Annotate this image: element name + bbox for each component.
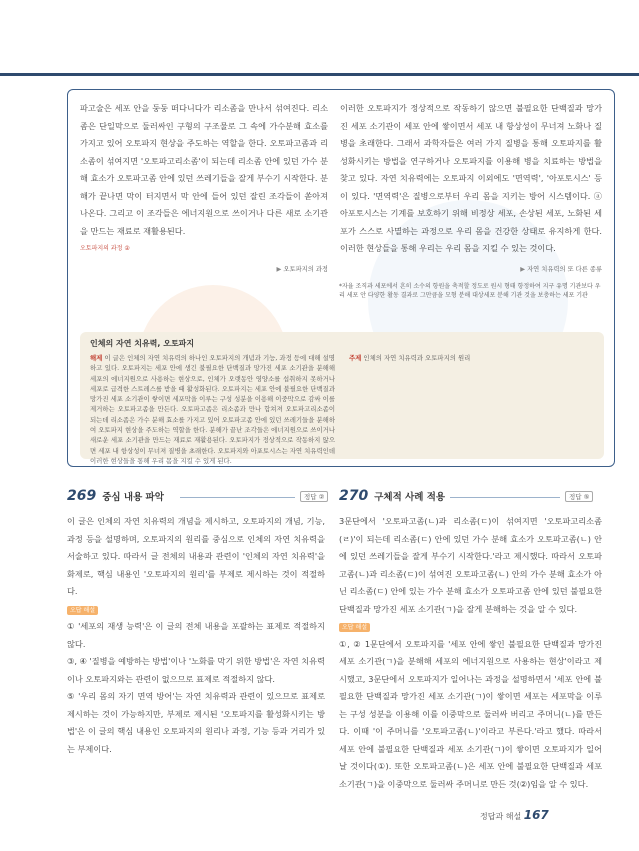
answer-badge: 정답 ⑤ [565,491,593,502]
divider [180,497,295,498]
passage-paragraph: 파고술은 세포 안을 둥둥 떠다니다가 리소좀을 만나서 섞여진다. 리소좀은 단일막으로 둘러싸인 구형의 구조물로 그 속에 가수분해 효소를 가지고 있어 오토파지 현상을 주도하는 역할을 한다. 오토파고좀과 리소좀이 섞여지면 '오토파고리소좀'이 되는데 리소좀 안에 있던 가수 분해 효소가 오토파고좀 안에 있던 쓰레기들을 잘게 부수기 시작한다. 분해가 끝나면 막이 터지면서 막 안에 들어 있던 잘린 조각들이 쏟아져 나온다. 그리고 이 조각들은 에너지원으로 쓰이거나 다른 새로 소기관을 만드는 재료로 재활용된다. [80,103,328,236]
question-number: 270 [339,488,369,504]
theme-text: 인체의 자연 치유력과 오토파지의 원리 [363,354,471,362]
source-label: ▶ 오토파지의 과정 [80,261,328,279]
explain-text: 이 글은 인체의 자연 치유력의 하나인 오토파지의 개념과 기능, 과정 등에 대해 설명하고 있다. 오토파지는 세포 안에 생긴 불필요한 단백질과 망가진 세포 소기관을 분해해 세포의 에너지원으로 사용하는 현상으로, 인체가 오랫동안 영양소를 섭취하지 못하거나 세포로 급격한 스트레스를 받을 때 활성화된다. 오토파지는 세포 안에 불필요한 단백질과 망가진 세포 소기관이 쌓이면 세포막을 이루는 구성 성분을 이용해 이중막으로 감싸 이를 제거하는 오토파고좀을 만든다. 오토파고좀은 리소좀과 만나 합쳐져 오토파고리소좀이 되는데 리소좀은 가수 분해 효소를 가지고 있어 오토파고좀 안에 있던 쓰레기들을 분해하여 오토파지 현상을 주도하는 역할을 한다. 분해가 끝난 조각들은 에너지원으로 쓰이거나 새로운 세포 소기관을 만드는 재료로 재활용된다. 오토파지가 정상적으로 작동하지 않으면 세포 내 항상성이 무너져 질병을 초래한다. 오토파지와 아포토시스는 자연 치유력인데 이러한 현상들을 통해 우리 몸을 지킬 수 있게 된다. [90,354,335,465]
source-label: ▶ 자연 치유력의 또 다른 종류 [340,261,602,279]
question-header [67,488,164,504]
summary-title: 인체의 자연 치유력, 오토파지 [90,339,195,348]
wrong-answer-item: ① '세포의 재생 능력'은 이 글의 전체 내용을 포괄하는 표제로 적절하지 않다. [67,621,325,649]
wrong-answer-label: 오답 해설 [339,623,370,632]
wrong-answer-item: ⑤ '우리 몸의 자기 면역 방어'는 자연 치유력과 관련이 있으므로 표제로 제시하는 것이 가능하지만, 부제로 제시된 '오토파지를 활성화시키는 방법'은 이 글의 핵심 내용인 오토파지의 원리나 과정, 기능 등과 거리가 있는 부제이다. [67,691,325,754]
passage-left-column [80,100,328,278]
wrong-answer-item: ③, ④ '질병을 예방하는 방법'이나 '노화를 막기 위한 방법'은 자연 치유력이나 오토파지와는 관련이 없으므로 표제로 적절하지 않다. [67,656,325,684]
summary-box [80,332,604,465]
page-number: 167 [523,808,549,822]
question-title: 구체적 사례 적용 [374,492,446,503]
divider [450,497,560,498]
explain-label: 해제 [90,354,103,362]
footnote: *자율 조직과 세포에서 흔히 소수의 항원을 축적할 정도로 원시 형태 항정하여 지구 유명 기관보다 우리 세포 안 다양한 활동 결과로 그만큼을 모형 분해 대상세포 분해 기관 것을 보충하는 세포 기관 [339,283,601,299]
question-number: 269 [67,488,97,504]
summary-explain [90,353,335,465]
wrong-answer-label: 오답 해설 [67,606,98,615]
footer-label: 정답과 해설 [480,812,522,821]
passage-right-column [340,100,602,278]
answer-badge: 정답 ② [300,491,328,502]
annotation-tag: 오토파지의 과정 ② [80,245,130,252]
question-body [339,513,602,793]
question-body [67,513,325,753]
question-title: 중심 내용 파악 [102,492,164,503]
wrong-answer-item: ①, ② 1문단에서 오토파지를 '세포 안에 쌓인 불필요한 단백질과 망가진 세포 소기관(ㄱ)을 분해해 세포의 에너지원으로 사용하는 현상'이라고 제시했고, 3문단에서 오토파지가 일어나는 과정을 설명하면서 '세포 안에 불필요한 단백질과 망가진 세포 소기관(ㄱ)이 쌓이면 세포는 세포막을 이루는 구성 성분을 이용해 이를 이중막으로 둘러싸 버리고 주머니(ㄴ)를 만든다. 이때 '이 주머니를 '오토파고좀(ㄴ)'이라고 부른다.'라고 했다. 따라서 세포 안에 불필요한 단백질과 세포 소기관(ㄱ)이 쌓이면 오토파지가 일어날 것이다(①). 또한 오토파고좀(ㄴ)은 세포 안에 불필요한 단백질과 세포 소기관(ㄱ)을 이중막으로 둘러싸 주머니로 만든 것(②)임을 알 수 있다. [339,638,602,789]
top-rule [0,73,639,76]
summary-theme [349,353,594,453]
theme-label: 주제 [349,354,362,362]
question-header [339,488,445,504]
explanation-text: 이 글은 인체의 자연 치유력의 개념을 제시하고, 오토파지의 개념, 기능, 과정 등을 설명하며, 오토파지의 원리를 중심으로 인체의 자연 치유력을 서술하고 있다. 따라서 글 전체의 내용과 관련이 '인체의 자연 치유력'을 화제로, 핵심 내용인 '오토파지의 원리'를 부제로 제시하는 것이 적절하다. [67,516,325,596]
explanation-text: 3문단에서 '오토파고좀(ㄴ)과 리소좀(ㄷ)이 섞여지면 '오토파고리소좀(ㄹ)'이 되는데 리소좀(ㄷ) 안에 있던 가수 분해 효소가 오토파고좀(ㄴ) 안에 있던 쓰레기들을 잘게 부수기 시작한다.'라고 제시했다. 따라서 오토파고좀(ㄴ)과 리소좀(ㄷ)이 섞여진 오토파고좀(ㄴ) 안의 가수 분해 효소가 아닌 리소좀(ㄷ) 안에 있는 가수 분해 효소가 오토파고좀 안에 있던 불필요한 단백질과 망가진 세포 소기관(ㄱ)을 잘게 분해하는 것을 알 수 있다. [339,516,602,614]
passage-paragraph: 이러한 오토파지가 정상적으로 작동하기 않으면 불필요한 단백질과 망가진 세포 소기관이 세포 안에 쌓이면서 세포 내 항상성이 무너져 노화나 질병을 초래한다. 그래서 과학자들은 여러 가지 질병을 통해 오토파지를 활성화시키는 방법을 연구하거나 오토파지를 이용해 병을 치료하는 방법을 찾고 있다. 자연 치유력에는 오토파지 이외에도 '면역력', '아포토시스' 등이 있다. '면역력'은 질병으로부터 우리 몸을 지키는 방어 시스템이다. ⓐ아포토시스는 기계를 보호하기 위해 비정상 세포, 손상된 세포, 노화된 세포가 스스로 사멸하는 과정으로 우리 몸을 건강한 상태로 유지하게 한다. 이러한 현상들을 통해 우리는 우리 몸을 지킬 수 있는 것이다. [340,103,602,253]
page-footer [480,808,549,822]
